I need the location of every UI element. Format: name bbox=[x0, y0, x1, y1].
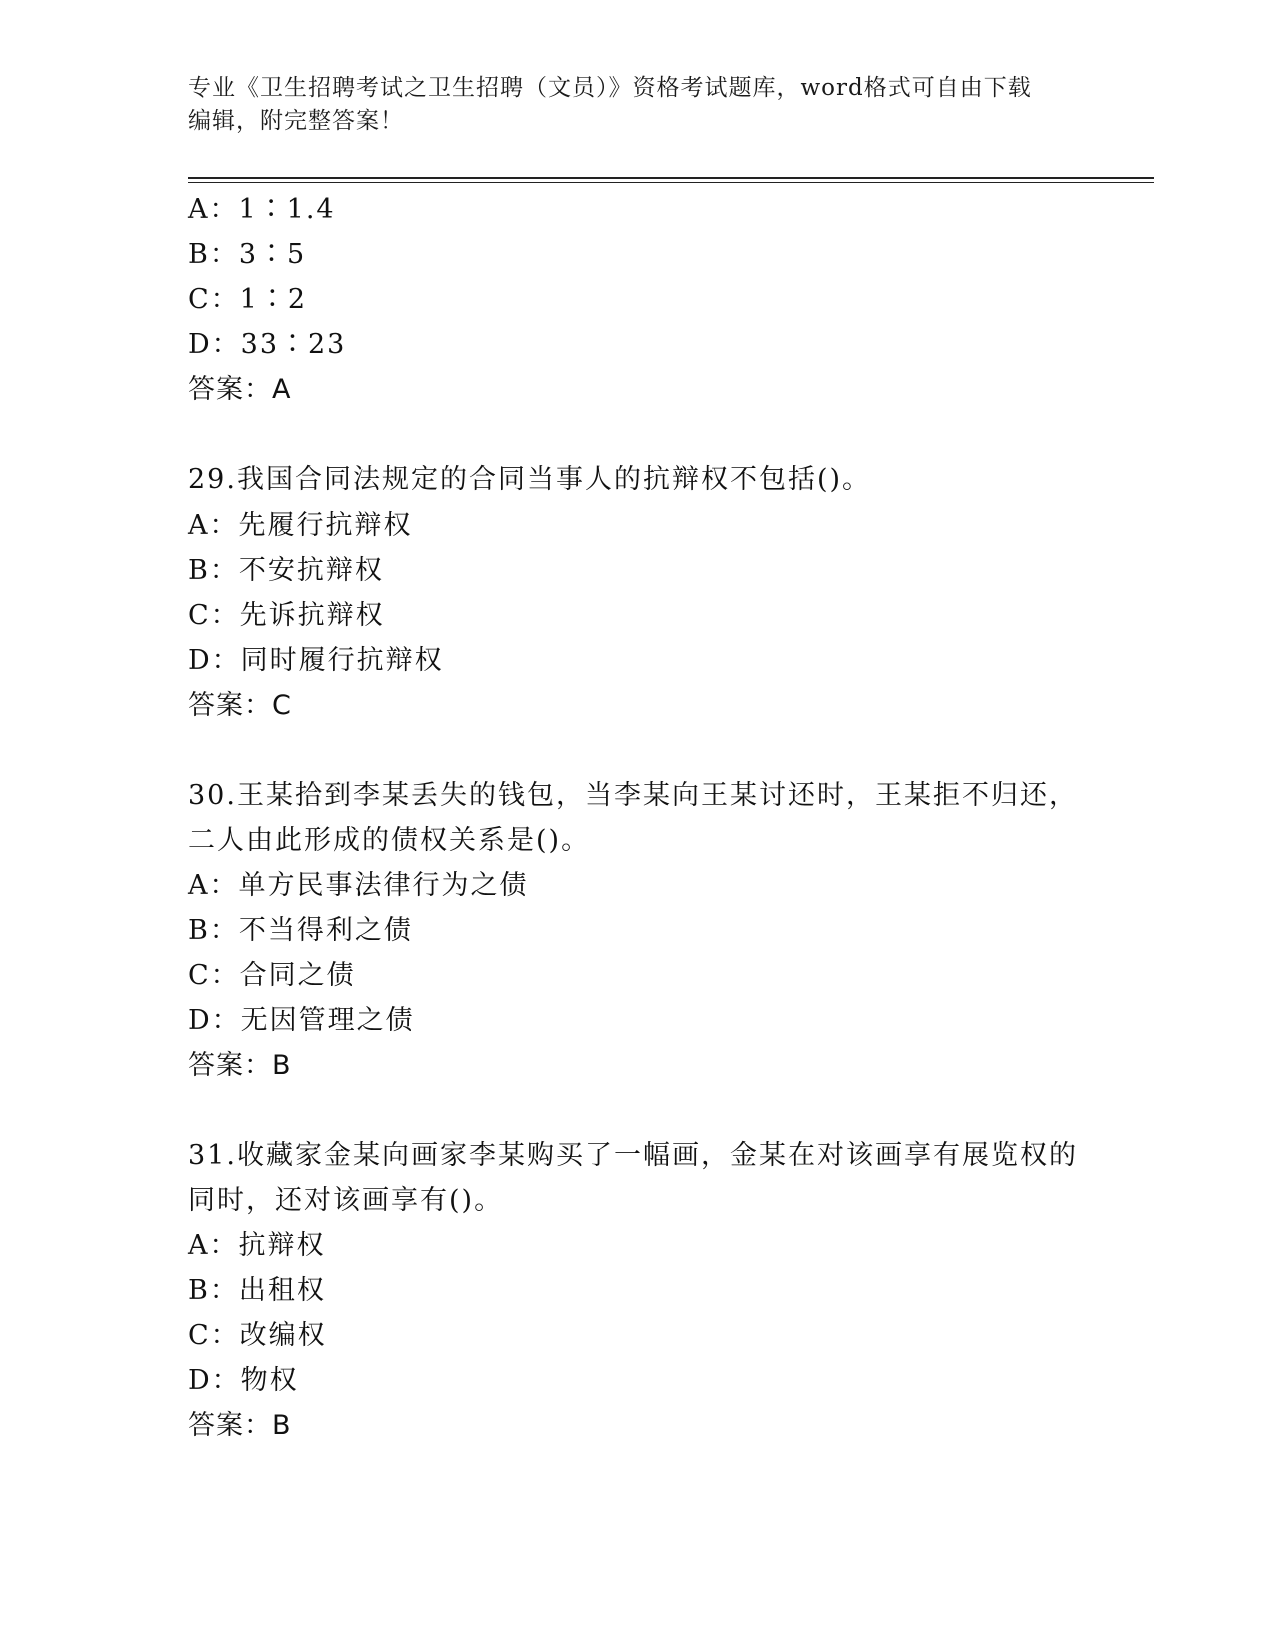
q31-option-c: C：改编权 bbox=[188, 1320, 327, 1351]
q28-option-b: B：3∶5 bbox=[188, 239, 307, 270]
q30-answer: 答案：B bbox=[188, 1050, 292, 1081]
document-header bbox=[188, 72, 1088, 138]
q29-answer: 答案：C bbox=[188, 690, 292, 721]
header-divider-thin bbox=[188, 182, 1154, 183]
q28-option-c: C：1∶2 bbox=[188, 284, 308, 315]
q30-option-d: D：无因管理之债 bbox=[188, 1005, 415, 1036]
q28-option-a: A：1∶1.4 bbox=[188, 194, 336, 225]
q31-answer: 答案：B bbox=[188, 1410, 292, 1441]
q29-stem: 29.我国合同法规定的合同当事人的抗辩权不包括()。 bbox=[188, 464, 872, 495]
q31-stem-line-2: 同时，还对该画享有()。 bbox=[188, 1185, 504, 1216]
q30-option-c: C：合同之债 bbox=[188, 960, 356, 991]
q28-option-d: D：33∶23 bbox=[188, 329, 347, 360]
q31-option-d: D：物权 bbox=[188, 1365, 299, 1396]
q30-option-a: A：单方民事法律行为之债 bbox=[188, 870, 529, 901]
q31-option-a: A：抗辩权 bbox=[188, 1230, 326, 1261]
q30-stem-line-1: 30.王某拾到李某丢失的钱包，当李某向王某讨还时，王某拒不归还， bbox=[188, 780, 1078, 811]
q30-stem-line-2: 二人由此形成的债权关系是()。 bbox=[188, 825, 591, 856]
q29-option-b: B：不安抗辩权 bbox=[188, 555, 384, 586]
q31-stem-line-1: 31.收藏家金某向画家李某购买了一幅画，金某在对该画享有展览权的 bbox=[188, 1140, 1078, 1171]
q29-option-c: C：先诉抗辩权 bbox=[188, 600, 385, 631]
header-divider-thick bbox=[188, 177, 1154, 179]
header-line-1: 专业《卫生招聘考试之卫生招聘（文员）》资格考试题库，word格式可自由下载 bbox=[188, 75, 1032, 101]
q29-option-d: D：同时履行抗辩权 bbox=[188, 645, 444, 676]
header-line-2: 编辑，附完整答案！ bbox=[188, 108, 404, 134]
q29-option-a: A：先履行抗辩权 bbox=[188, 510, 413, 541]
q28-answer: 答案：A bbox=[188, 374, 292, 405]
q30-option-b: B：不当得利之债 bbox=[188, 915, 413, 946]
q31-option-b: B：出租权 bbox=[188, 1275, 326, 1306]
